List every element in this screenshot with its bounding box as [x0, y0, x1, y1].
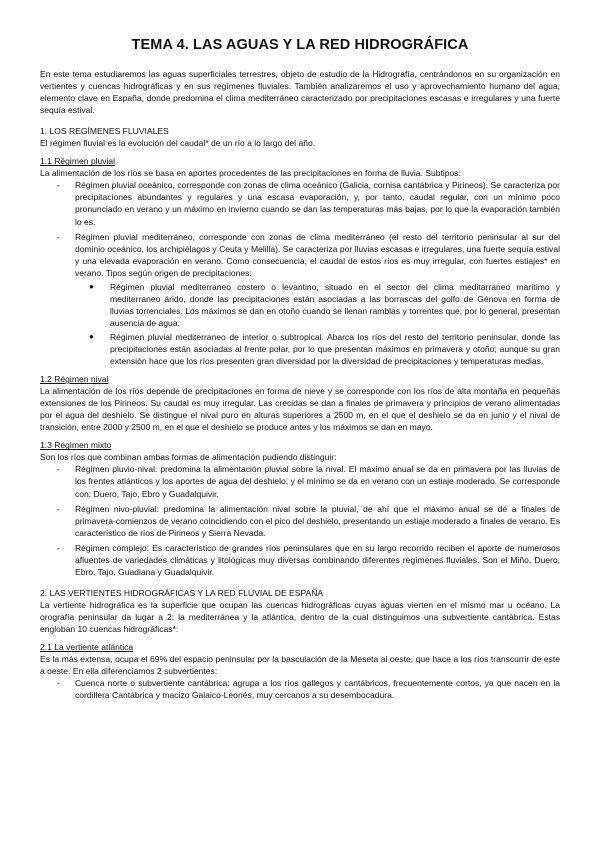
section-1-title: 1. LOS REGÍMENES FLUVIALES [40, 126, 169, 137]
list-item-text: Régimen pluvial mediterráneo, corresponde con zonas de clima mediterráneo (el resto del territorio peninsular al sur del dominio oceánico, los archipiélagos y Ceuta y Melilla). Se caracteriza por lluvias escasas e irregulares, una fuerte sequía estival y una elevada evaporación en verano. Como consecuencia, el caudal de estos ríos es muy irregular, con fuertes estiajes* en verano. Tipos según origen de precipitaciones: [75, 231, 560, 278]
bullet-marker: ● [89, 281, 94, 291]
section-2-title: 2. LAS VERTIENTES HIDROGRÁFICAS Y LA RED FLUVIAL DE ESPAÑA [40, 587, 324, 598]
mixto-list [40, 463, 560, 577]
list-item [40, 677, 560, 701]
mediterraneo-sublist [75, 281, 560, 367]
dash-marker: - [57, 180, 60, 191]
list-item [40, 463, 560, 499]
subsection-nival-title: 1.2 Régimen nival [40, 374, 109, 385]
list-item-text: Régimen pluvio-nival: predomina la alimentación pluvial sobre la nival. El máximo anual se da en primavera por las lluvias de los frentes atlánticos y los aportes de agua del deshielo; y el mínimo se da en verano con un estiaje moderado. Se corresponde con: Duero, Tajo, Ebro y Guadalquivir. [75, 464, 560, 499]
list-item-text: Régimen pluvial mediterraneo costero o levantino, situado en el sector del clima meditarraneo marítimo y mediterraneo árido, donde las precipitaciones están asociadas a las borrascas del golfo de Génova en forma de lluvias torrenciales. Los máximos se dan en otoño cuando se llenan ramblas y torrentes que, por lo general, presentan ausencia de agua. [110, 281, 560, 328]
atlantica-list [40, 677, 560, 701]
list-item-text: Cuenca norte o subvertiente cantábrica: agrupa a los ríos gallegos y cantábricos, frecuentemente cortos, ya que nacen en la cordillera Cantábrica y macizo Galaico-Leonés, muy cercanos a su desembocadura. [75, 678, 560, 701]
section-1-definition: El régimen fluvial es la evolución del caudal* de un río a lo largo del año. [40, 138, 316, 149]
list-item [40, 231, 560, 368]
list-item [75, 281, 560, 329]
document-page [40, 36, 560, 704]
list-item-text: Régimen pluvial oceánico, corresponde con zonas de clima oceánico (Galicia, cornisa cantábrica y Pirineos). Se caracteriza por precipitaciones abundantes y regulares y una escasa evaporación, y, por tanto, caudal regular, con un mínimo poco pronunciado en verano y un máximo en invierno cuando se dan las temperaturas más bajas, por lo que la evaporación también lo es. [75, 180, 560, 227]
subsection-pluvial-title: 1.1 Régimen pluvial [40, 156, 116, 167]
dash-marker: - [57, 464, 60, 475]
bullet-marker: ● [89, 331, 94, 341]
list-item [40, 179, 560, 227]
subsection-mixto-text: Son los ríos que combinan ambas formas de alimentación pudiendo distinguir: [40, 452, 337, 463]
list-item-text: Régimen pluvial mediterraneo de interior o subtropical. Abarca los ríos del resto del territorio peninsular, donde las precipitaciones están asociadas al frente polar, por lo que presentan máximos en primavera y otoño; aunque su gran extensión hace que los ríos presenten gran diversidad por la diversidad de precipitaciones y temperaturas medias. [110, 331, 560, 367]
list-item-text: Régimen complejo: Es característico de grandes ríos peninsulares que en su largo recorrido reciben el aporte de numerosos afluentes de variedades climáticas y litológicas muy diversas combinando diferentes regímenes fluviales. Son el Miño, Duero, Ebro, Tajo, Guadiana y Guadalquivir. [75, 542, 560, 577]
document-title: TEMA 4. LAS AGUAS Y LA RED HIDROGRÁFICA [131, 37, 469, 53]
list-item [40, 503, 560, 539]
section-2-text: La vertiente hidrográfica es la superficie que ocupan las cuencas hidrográficas cuyas aguas vierten en el mismo mar u océano. La orografía peninsular da lugar a 2: la mediterránea y la atlántica, dentro de la cual distinguimos una subvertiente cantábrica. Estas engloban 10 cuencas hidrográficas*: [40, 599, 560, 634]
subsection-pluvial-text: La alimentación de los ríos se basa en aportes procedentes de las precipitaciones en forma de lluvia. Subtipos: [40, 168, 461, 179]
list-item-text: Régimen nivo-pluvial: predomina la alimentación nival sobre la pluvial, de ahí que el máximo anual se dé a finales de primavera-comienzos de verano coincidiendo con el pico del deshielo, presentando un estiaje moderado a finales de verano. Es característico de ríos de Pirineos y Sierra Nevada. [75, 503, 560, 538]
dash-marker: - [57, 503, 60, 514]
intro-paragraph: En este tema estudiaremos las aguas superficiales terrestres, objeto de estudio de la Hidrografía, centrándonos en su organización en vertientes y cuencas hidrográficas y en sus regímenes fluviales. También analizaremos el uso y aprovechamiento humano del agua, elemento clave en España, donde predomina el clima mediterráneo caracterizado por precipitaciones escasas e irregulares y una fuerte sequía estival. [40, 69, 560, 116]
subsection-mixto-title: 1.3 Régimen mixto [40, 440, 112, 451]
subsection-atlantica-title: 2.1 La vertiente atlántica [40, 642, 134, 653]
subsection-atlantica-text: Es la más extensa, ocupa el 69% del espacio peninsular por la basculación de la Meseta al oeste, que hace a los ríos transcurrir de este a oeste. En ella diferenciamos 2 subvertientes: [40, 654, 560, 677]
pluvial-list [40, 179, 560, 367]
subsection-nival-text: La alimentación de los ríos depende de precipitaciones en forma de nieve y se corresponde con los ríos de alta montaña en pequeñas extensiones de los Pirineos. Su caudal es muy irregular. Las crecidas se dan a finales de primavera y principios de verano alimentadas por el agua del deshielo. Se distingue el nival puro en alturas superiores a 2500 m, en el que el deshielo se da en junio y el nival de transición, entre 2000 y 2500 m, en el que el deshielo se produce antes y los máximos se dan en mayo. [40, 386, 560, 433]
dash-marker: - [57, 231, 60, 242]
dash-marker: - [57, 678, 60, 689]
list-item [40, 542, 560, 578]
list-item [75, 331, 560, 367]
dash-marker: - [57, 542, 60, 553]
